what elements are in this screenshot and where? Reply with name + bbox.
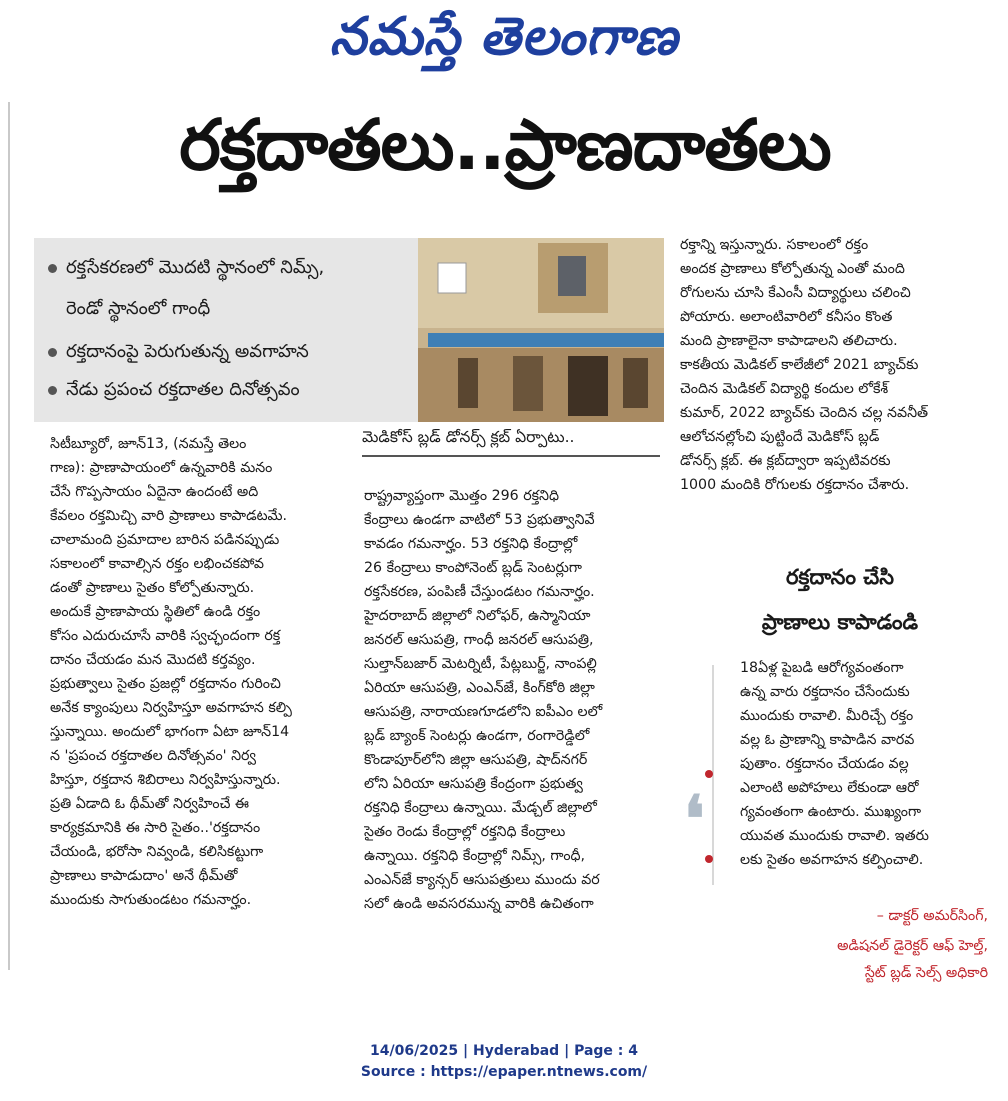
attribution-line: అడిషనల్ డైరెక్టర్ ఆఫ్ హెల్త్, — [837, 938, 988, 954]
text-line: లకు సైతం అవగాహన కల్పించాలి. — [740, 852, 924, 868]
text-line: చాలామంది ప్రమాదాల బారిన పడినప్పుడు — [50, 532, 280, 548]
text-line: వల్ల ఓ ప్రాణాన్ని కాపాడిన వారవ — [740, 732, 915, 748]
quote-dot-icon — [705, 855, 713, 863]
text-line: డోనర్స్ క్లబ్. ఈ క్లబ్‌ద్వారా ఇప్పటివరకు — [680, 453, 891, 469]
text-line: సలో ఉండి అవసరమున్న వారికి ఉచితంగా — [364, 896, 594, 912]
highlight-item: రెండో స్థానంలో గాంధీ — [66, 298, 211, 319]
text-line: కార్యక్రమానికి ఈ సారి సైతం..'రక్తదానం — [50, 820, 261, 836]
text-line: కోసం ఎదురుచూసే వారికి స్వచ్ఛందంగా రక్త — [50, 628, 281, 644]
text-line: న 'ప్రపంచ రక్తదాతల దినోత్సవం' నిర్వ — [50, 748, 256, 764]
text-line: హైదరాబాద్ జిల్లాలో నిలోఫర్, ఉస్మానియా — [364, 608, 591, 624]
footer-date-line: 14/06/2025 | Hyderabad | Page : 4 — [369, 1043, 639, 1059]
text-line: ప్రాణాలు కాపాడుదాం' అనే థీమ్‌తో — [50, 868, 238, 884]
text-line: కుమార్, 2022 బ్యాచ్‌కు చెందిన చల్ల నవనీత్ — [680, 405, 929, 421]
text-line: రాష్ట్రవ్యాప్తంగా మొత్తం 296 రక్తనిధి — [364, 488, 559, 504]
article-column-2 — [364, 484, 664, 916]
text-line: ఎంఎన్‌జే క్యాన్సర్ ఆసుపత్రులు ముందు వర — [364, 872, 600, 888]
text-line: యువత ముందుకు రావాలి. ఇతరు — [740, 828, 929, 844]
photo-caption: మెడికోస్ బ్లడ్ డోనర్స్ క్లబ్ ఏర్పాటు.. — [362, 428, 575, 446]
text-line: హిస్తూ, రక్తదాన శిబిరాలు నిర్వహిస్తున్నారు. — [50, 772, 281, 788]
building-photo-icon — [418, 238, 664, 422]
text-line: 1000 మందికి రోగులకు రక్తదానం చేశారు. — [680, 477, 910, 493]
text-line: కాకతీయ మెడికల్ కాలేజీలో 2021 బ్యాచ్‌కు — [680, 357, 919, 373]
highlight-item: రక్తసేకరణలో మొదటి స్థానంలో నిమ్స్, — [48, 257, 324, 282]
text-line: కేంద్రాలు ఉండగా వాటిలో 53 ప్రభుత్వానివే — [364, 512, 595, 528]
text-line: అనేక క్యాంపులు నిర్వహిస్తూ అవగాహన కల్పి — [50, 700, 292, 716]
text-line: సకాలంలో కావాల్సిన రక్తం లభించకపోవ — [50, 556, 264, 572]
text-line: 18ఏళ్ల పైబడి ఆరోగ్యవంతంగా — [740, 660, 904, 676]
text-line: రక్తనిధి కేంద్రాలు ఉన్నాయి. మేడ్చల్ జిల్లాలో — [364, 800, 597, 816]
masthead-logo: నమస్తే తెలంగాణ — [329, 6, 679, 67]
highlight-item: రక్తదానంపై పెరుగుతున్న అవగాహన — [48, 341, 309, 366]
text-line: ముందుకు రావాలి. మీరిచ్చే రక్తం — [740, 708, 914, 724]
bullet-icon — [48, 264, 57, 273]
attribution-line: స్టేట్ బ్లడ్ సెల్స్ అధికారి — [864, 965, 988, 981]
text-line: ఎలాంటి అపోహలు లేకుండా ఆరో — [740, 780, 919, 796]
news-photo — [418, 238, 664, 422]
text-line: 26 కేంద్రాలు కాంపోనెంట్ బ్లడ్ సెంటర్లుగా — [364, 560, 582, 576]
text-line: ఉన్న వారు రక్తదానం చేసేందుకు — [740, 684, 910, 700]
article-column-1 — [50, 432, 350, 912]
headline: రక్తదాతలు..ప్రాణదాతలు — [179, 104, 831, 186]
text-line: గ్యవంతంగా ఉంటారు. ముఖ్యంగా — [740, 804, 922, 820]
caption-rule — [362, 455, 660, 457]
text-line: ఆసుపత్రి, నారాయణగూడలోని ఐపీఎం లలో — [364, 704, 603, 720]
text-line: కేవలం రక్తమిచ్చి వారి ప్రాణాలు కాపాడటమే. — [50, 508, 288, 524]
attribution-line: – డాక్టర్ అమర్‌సింగ్, — [876, 908, 988, 924]
text-line: ముందుకు సాగుతుండటం గమనార్హం. — [50, 892, 252, 908]
text-line: చెందిన మెడికల్ విద్యార్థి కందుల లోకేశ్ — [680, 381, 889, 397]
text-line: మంది ప్రాణాలైనా కాపాడాలని తలిచారు. — [680, 333, 898, 349]
text-line: ప్రతి ఏడాది ఓ థీమ్‌తో నిర్వహించే ఈ — [50, 796, 249, 812]
text-line: రోగులను చూసి కేఎంసీ విద్యార్థులు చలించి — [680, 285, 911, 301]
text-line: పోయారు. అలాంటివారిలో కనీసం కొంత — [680, 309, 893, 325]
text-line: బ్లడ్ బ్యాంక్ సెంటర్లు ఉండగా, రంగారెడ్డిలో — [364, 728, 590, 744]
footer-source-line: Source : https://epaper.ntnews.com/ — [360, 1064, 648, 1080]
text-line: అందుకే ప్రాణాపాయ స్థితిలో ఉండి రక్తం — [50, 604, 261, 620]
text-line: పుతాం. రక్తదానం చేయడం వల్ల — [740, 756, 909, 772]
text-line: సిటీబ్యూరో, జూన్13, (నమస్తే తెలం — [50, 436, 247, 452]
highlight-item: నేడు ప్రపంచ రక్తదాతల దినోత్సవం — [48, 379, 300, 404]
text-line: ఆలోచనల్లోంచి పుట్టిందే మెడికోస్ బ్లడ్ — [680, 429, 880, 445]
text-line: రక్తసేకరణ, పంపిణీ చేస్తుండటం గమనార్హం. — [364, 584, 595, 600]
text-line: సుల్తాన్‌బజార్ మెటర్నిటీ, పేట్లబుర్జ్, నాంపల్లి — [364, 656, 597, 672]
text-line: సైతం రెండు కేంద్రాల్లో రక్తనిధి కేంద్రాలు — [364, 824, 566, 840]
text-line: రక్తాన్ని ఇస్తున్నారు. సకాలంలో రక్తం — [680, 237, 869, 253]
text-line: డంతో ప్రాణాలు సైతం కోల్పోతున్నారు. — [50, 580, 255, 596]
subheading-line-2: ప్రాణాలు కాపాడండి — [761, 610, 919, 634]
bullet-icon — [48, 348, 57, 357]
text-line: ఏరియా ఆసుపత్రి, ఎంఎన్‌జే, కింగ్‌కోఠి జిల్లా — [364, 680, 595, 696]
quote-body — [740, 656, 990, 872]
text-line: కావడం గమనార్హం. 53 రక్తనిధి కేంద్రాల్లో — [364, 536, 578, 552]
text-line: చేసే గొప్పసాయం ఏదైనా ఉందంటే అది — [50, 484, 259, 500]
text-line: కొండాపూర్‌లోని జిల్లా ఆసుపత్రి, షాద్‌నగర్ — [364, 752, 588, 768]
text-line: జనరల్ ఆసుపత్రి, గాంధీ జనరల్ ఆసుపత్రి, — [364, 632, 594, 648]
article-column-3 — [680, 233, 980, 497]
text-line: చేయండి, భరోసా నివ్వండి, కలిసికట్టుగా — [50, 844, 264, 860]
column-rule — [8, 102, 10, 970]
quote-dot-icon — [705, 770, 713, 778]
text-line: గాణ): ప్రాణాపాయంలో ఉన్నవారికి మనం — [50, 460, 273, 476]
bullet-icon — [48, 386, 57, 395]
text-line: అందక ప్రాణాలు కోల్పోతున్న ఎంతో మంది — [680, 261, 905, 277]
subheading-line-1: రక్తదానం చేసి — [785, 565, 894, 589]
text-line: దానం చేయడం మన మొదటి కర్తవ్యం. — [50, 652, 256, 668]
text-line: లోని ఏరియా ఆసుపత్రి కేంద్రంగా ప్రభుత్వ — [364, 776, 583, 792]
quote-mark-icon: ❛ — [684, 782, 705, 857]
text-line: ప్రభుత్వాలు సైతం ప్రజల్లో రక్తదానం గురించి — [50, 676, 281, 692]
text-line: స్తున్నాయి. అందులో భాగంగా ఏటా జూన్14 — [50, 724, 290, 740]
text-line: ఉన్నాయి. రక్తనిధి కేంద్రాల్లో నిమ్స్, గాంధీ, — [364, 848, 586, 864]
